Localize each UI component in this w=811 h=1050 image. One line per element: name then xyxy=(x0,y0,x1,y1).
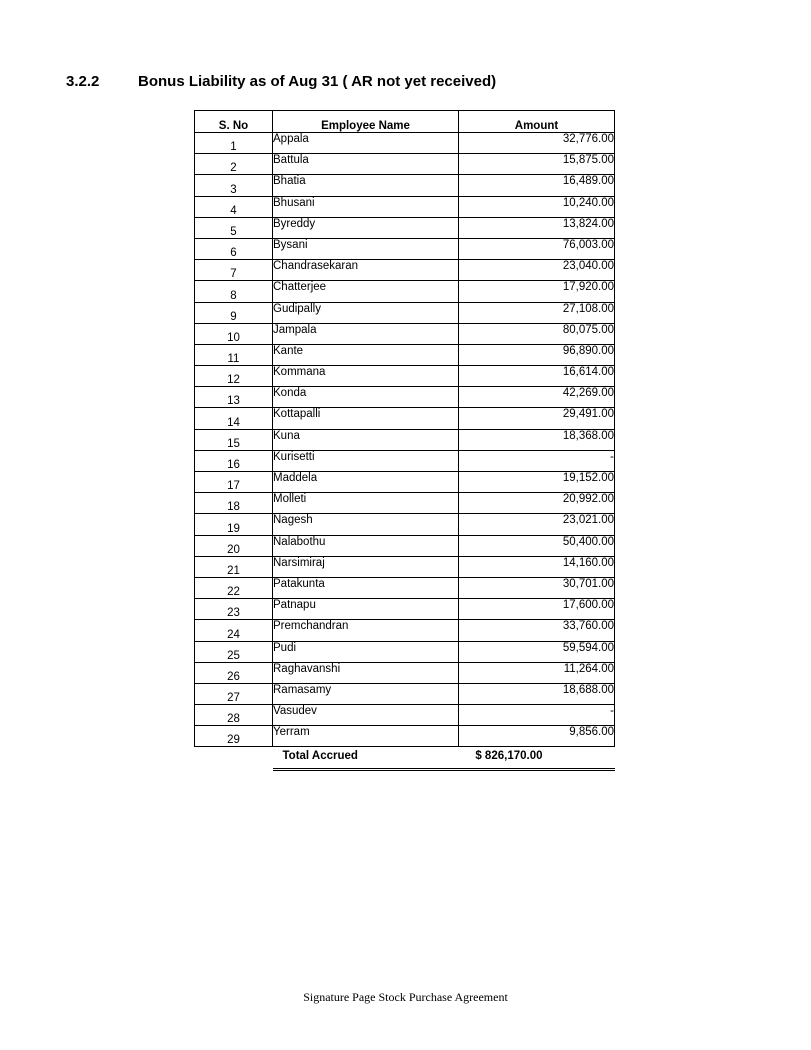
row-sno: 23 xyxy=(195,599,273,620)
row-sno: 2 xyxy=(195,154,273,175)
row-sno: 18 xyxy=(195,493,273,514)
row-employee-name: Jampala xyxy=(273,323,459,344)
table-row xyxy=(195,472,615,493)
table-row xyxy=(195,260,615,281)
row-sno: 28 xyxy=(195,705,273,726)
table-row xyxy=(195,238,615,259)
row-sno: 16 xyxy=(195,450,273,471)
table-row xyxy=(195,705,615,726)
row-amount: 30,701.00 xyxy=(459,577,615,598)
row-sno: 19 xyxy=(195,514,273,535)
row-amount: 18,368.00 xyxy=(459,429,615,450)
row-sno: 11 xyxy=(195,344,273,365)
table-row xyxy=(195,175,615,196)
row-employee-name: Bhatia xyxy=(273,175,459,196)
row-sno: 10 xyxy=(195,323,273,344)
row-employee-name: Bhusani xyxy=(273,196,459,217)
table-body xyxy=(195,133,615,747)
row-employee-name: Kurisetti xyxy=(273,450,459,471)
row-amount: 50,400.00 xyxy=(459,535,615,556)
row-employee-name: Premchandran xyxy=(273,620,459,641)
row-sno: 4 xyxy=(195,196,273,217)
row-sno: 12 xyxy=(195,366,273,387)
row-amount: 16,489.00 xyxy=(459,175,615,196)
table-row xyxy=(195,133,615,154)
table-row xyxy=(195,344,615,365)
row-sno: 25 xyxy=(195,641,273,662)
row-amount: 19,152.00 xyxy=(459,472,615,493)
table-row xyxy=(195,387,615,408)
row-sno: 20 xyxy=(195,535,273,556)
section-number: 3.2.2 xyxy=(66,73,100,90)
row-amount: 14,160.00 xyxy=(459,556,615,577)
row-employee-name: Narsimiraj xyxy=(273,556,459,577)
row-amount: 15,875.00 xyxy=(459,154,615,175)
table-row xyxy=(195,726,615,747)
row-sno: 7 xyxy=(195,260,273,281)
table-row xyxy=(195,599,615,620)
table-row xyxy=(195,683,615,704)
row-employee-name: Byreddy xyxy=(273,217,459,238)
row-employee-name: Yerram xyxy=(273,726,459,747)
header-employee-name: Employee Name xyxy=(273,111,459,133)
row-amount: 10,240.00 xyxy=(459,196,615,217)
row-sno: 17 xyxy=(195,472,273,493)
row-sno: 21 xyxy=(195,556,273,577)
header-amount: Amount xyxy=(459,111,615,133)
table-row xyxy=(195,641,615,662)
row-amount: 17,920.00 xyxy=(459,281,615,302)
row-sno: 3 xyxy=(195,175,273,196)
row-employee-name: Chandrasekaran xyxy=(273,260,459,281)
table-row xyxy=(195,514,615,535)
row-employee-name: Kante xyxy=(273,344,459,365)
row-employee-name: Konda xyxy=(273,387,459,408)
page-footer: Signature Page Stock Purchase Agreement xyxy=(303,990,508,1004)
row-amount: 33,760.00 xyxy=(459,620,615,641)
table-row xyxy=(195,620,615,641)
table-row xyxy=(195,366,615,387)
row-sno: 26 xyxy=(195,662,273,683)
row-employee-name: Battula xyxy=(273,154,459,175)
total-row xyxy=(195,747,615,770)
table-row xyxy=(195,154,615,175)
row-employee-name: Kottapalli xyxy=(273,408,459,429)
table-row xyxy=(195,429,615,450)
row-amount: 20,992.00 xyxy=(459,493,615,514)
total-blank-cell xyxy=(195,747,273,770)
row-amount: 96,890.00 xyxy=(459,344,615,365)
section-title: Bonus Liability as of Aug 31 ( AR not yet received) xyxy=(138,73,497,90)
row-amount: 80,075.00 xyxy=(459,323,615,344)
row-sno: 14 xyxy=(195,408,273,429)
row-amount: - xyxy=(459,450,615,471)
table-row xyxy=(195,493,615,514)
row-amount: 23,021.00 xyxy=(459,514,615,535)
row-employee-name: Maddela xyxy=(273,472,459,493)
row-employee-name: Patakunta xyxy=(273,577,459,598)
row-amount: 16,614.00 xyxy=(459,366,615,387)
table-row xyxy=(195,196,615,217)
row-employee-name: Ramasamy xyxy=(273,683,459,704)
row-employee-name: Bysani xyxy=(273,238,459,259)
row-employee-name: Pudi xyxy=(273,641,459,662)
row-sno: 5 xyxy=(195,217,273,238)
row-amount: - xyxy=(459,705,615,726)
table-row xyxy=(195,302,615,323)
table-row xyxy=(195,323,615,344)
row-amount: 9,856.00 xyxy=(459,726,615,747)
row-sno: 6 xyxy=(195,238,273,259)
row-employee-name: Molleti xyxy=(273,493,459,514)
row-sno: 9 xyxy=(195,302,273,323)
row-amount: 11,264.00 xyxy=(459,662,615,683)
row-employee-name: Patnapu xyxy=(273,599,459,620)
total-label: Total Accrued xyxy=(273,747,459,770)
section-heading xyxy=(66,73,496,90)
table-row xyxy=(195,662,615,683)
row-sno: 24 xyxy=(195,620,273,641)
table-row xyxy=(195,556,615,577)
row-amount: 76,003.00 xyxy=(459,238,615,259)
row-amount: 13,824.00 xyxy=(459,217,615,238)
table-row xyxy=(195,408,615,429)
row-employee-name: Appala xyxy=(273,133,459,154)
row-amount: 23,040.00 xyxy=(459,260,615,281)
row-amount: 59,594.00 xyxy=(459,641,615,662)
row-employee-name: Vasudev xyxy=(273,705,459,726)
row-amount: 42,269.00 xyxy=(459,387,615,408)
row-employee-name: Nagesh xyxy=(273,514,459,535)
row-sno: 15 xyxy=(195,429,273,450)
table-row xyxy=(195,450,615,471)
table-row xyxy=(195,217,615,238)
row-employee-name: Kuna xyxy=(273,429,459,450)
row-employee-name: Gudipally xyxy=(273,302,459,323)
row-amount: 32,776.00 xyxy=(459,133,615,154)
table-row xyxy=(195,281,615,302)
total-amount: $ 826,170.00 xyxy=(459,747,615,770)
row-sno: 22 xyxy=(195,577,273,598)
table-row xyxy=(195,577,615,598)
row-employee-name: Chatterjee xyxy=(273,281,459,302)
table-header-row xyxy=(195,111,615,133)
table-row xyxy=(195,535,615,556)
row-amount: 18,688.00 xyxy=(459,683,615,704)
row-employee-name: Nalabothu xyxy=(273,535,459,556)
row-employee-name: Kommana xyxy=(273,366,459,387)
row-amount: 29,491.00 xyxy=(459,408,615,429)
row-amount: 17,600.00 xyxy=(459,599,615,620)
row-employee-name: Raghavanshi xyxy=(273,662,459,683)
row-sno: 1 xyxy=(195,133,273,154)
row-sno: 13 xyxy=(195,387,273,408)
bonus-liability-table xyxy=(194,110,615,771)
row-sno: 8 xyxy=(195,281,273,302)
row-amount: 27,108.00 xyxy=(459,302,615,323)
row-sno: 29 xyxy=(195,726,273,747)
header-sno: S. No xyxy=(195,111,273,133)
row-sno: 27 xyxy=(195,683,273,704)
